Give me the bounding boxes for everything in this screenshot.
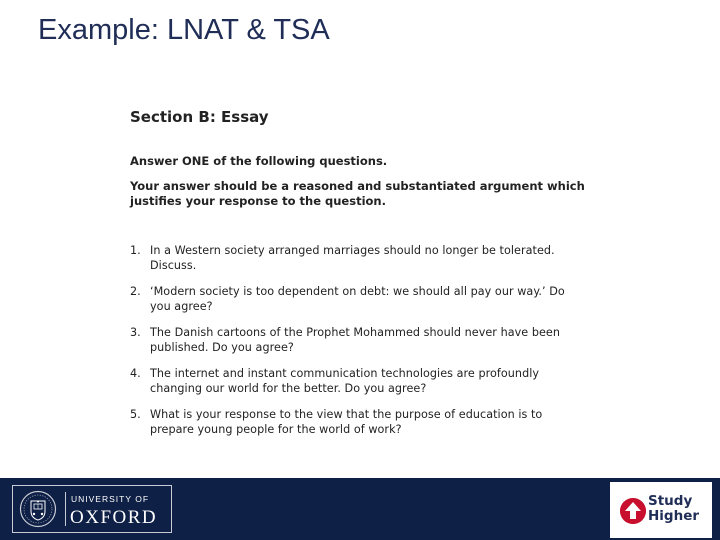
question-item (130, 407, 590, 437)
question-number: 5. (130, 408, 141, 421)
university-of-label: UNIVERSITY OF (71, 494, 150, 504)
question-number: 2. (130, 285, 141, 298)
higher-word: Higher (648, 508, 700, 524)
question-item (130, 284, 590, 314)
question-number: 4. (130, 367, 141, 380)
logo-divider (65, 492, 66, 526)
question-text: The Danish cartoons of the Prophet Mohammed should never have been published. Do you agree? (150, 326, 560, 354)
exam-document (130, 108, 590, 448)
study-word: Study (648, 493, 693, 509)
instruction-2: Your answer should be a reasoned and substantiated argument which justifies your response to the question. (130, 179, 585, 208)
oxford-logo (12, 485, 172, 533)
instruction-1: Answer ONE of the following questions. (130, 154, 388, 168)
question-text: The internet and instant communication technologies are profoundly changing our world for the better. Do you agree? (150, 367, 540, 395)
study-higher-logo (610, 482, 712, 538)
question-text: What is your response to the view that the purpose of education is to prepare young people for the world of work? (150, 408, 543, 436)
oxford-crest-icon (19, 490, 57, 528)
study-higher-wordmark (648, 494, 699, 524)
up-arrow-icon (620, 498, 646, 524)
question-number: 1. (130, 244, 141, 257)
question-list (130, 243, 590, 437)
question-item (130, 243, 590, 273)
question-text: In a Western society arranged marriages should no longer be tolerated. Discuss. (150, 244, 555, 272)
question-number: 3. (130, 326, 141, 339)
question-item (130, 366, 590, 396)
oxford-wordmark: OXFORD (70, 507, 158, 528)
slide-title: Example: LNAT & TSA (38, 14, 330, 46)
section-heading: Section B: Essay (130, 108, 269, 126)
question-item (130, 325, 590, 355)
question-text: ‘Modern society is too dependent on debt: we should all pay our way.’ Do you agree? (150, 285, 565, 313)
